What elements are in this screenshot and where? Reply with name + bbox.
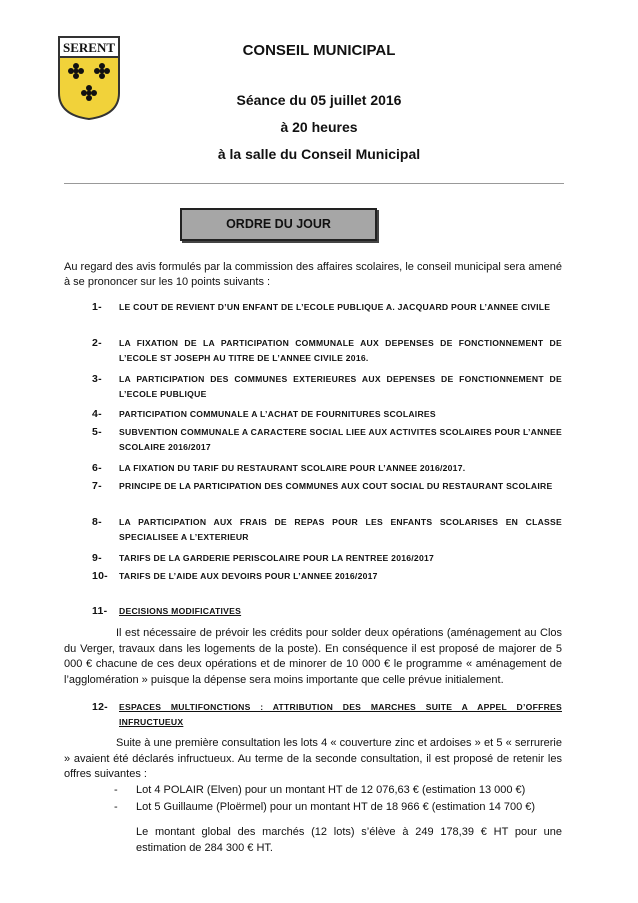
item-number: 9- bbox=[92, 552, 102, 564]
item-number: 1- bbox=[92, 301, 102, 313]
section-11-heading bbox=[92, 604, 562, 619]
agenda-item bbox=[92, 461, 562, 476]
item-text: LE COUT DE REVIENT D’UN ENFANT DE L’ECOLE PUBLIQUE A. JACQUARD POUR L’ANNEE CIVILE bbox=[119, 302, 551, 312]
section-number: 12- bbox=[92, 701, 108, 713]
agenda-item bbox=[92, 300, 562, 315]
item-number: 8- bbox=[92, 516, 102, 528]
item-number: 3- bbox=[92, 373, 102, 385]
item-number: 4- bbox=[92, 408, 102, 420]
item-number: 5- bbox=[92, 426, 102, 438]
agenda-item bbox=[92, 407, 562, 422]
item-number: 7- bbox=[92, 480, 102, 492]
section-12-heading bbox=[92, 700, 562, 729]
item-text: SUBVENTION COMMUNALE A CARACTERE SOCIAL LIEE AUX ACTIVITES SCOLAIRES POUR L’ANNEE SCOLAIRE 2016/2017 bbox=[119, 427, 562, 452]
total-amount-text: Le montant global des marchés (12 lots) s’élève à 249 178,39 € HT pour une estimation de 284 300 € HT. bbox=[136, 826, 562, 854]
bullet-text: Lot 4 POLAIR (Elven) pour un montant HT de 12 076,63 € (estimation 13 000 €) bbox=[136, 784, 526, 796]
section-title: ESPACES MULTIFONCTIONS : ATTRIBUTION DES MARCHES SUITE A APPEL D’OFFRES INFRUCTUEUX bbox=[119, 702, 562, 727]
section-11-text: Il est nécessaire de prévoir les crédits pour solder deux opérations (aménagement au Clos du Verger, travaux dans les logements de la poste). En conséquence il est proposé de majorer de 5 000 € chacune de ces deux opérations et de minorer de 10 000 € le programme « aménagement de l’agglomération » puisque la dépense sera moins importante que celle prévue initialement. bbox=[64, 627, 562, 686]
item-text: PARTICIPATION COMMUNALE A L’ACHAT DE FOURNITURES SCOLAIRES bbox=[119, 409, 436, 419]
session-date: Séance du 05 juillet 2016 bbox=[236, 92, 402, 108]
item-text: LA PARTICIPATION DES COMMUNES EXTERIEURES AUX DEPENSES DE FONCTIONNEMENT DE L’ECOLE PUBLIQUE bbox=[119, 374, 562, 399]
council-title: CONSEIL MUNICIPAL bbox=[242, 42, 396, 59]
item-text: LA PARTICIPATION AUX FRAIS DE REPAS POUR LES ENFANTS SCOLARISES EN CLASSE SPECIALISEE A L’EXTERIEUR bbox=[119, 517, 562, 542]
bullet-mark: - bbox=[114, 801, 118, 813]
intro-paragraph: Au regard des avis formulés par la commission des affaires scolaires, le conseil municipal sera amené à se prononcer sur les 10 points suivants : bbox=[64, 261, 562, 288]
section-12-text: Suite à une première consultation les lots 4 « couverture zinc et ardoises » et 5 « serrurerie » avaient été déclarés infructueux. Au terme de la seconde consultation, il est proposé de retenir les offres suivantes : bbox=[64, 737, 562, 780]
section-number: 11- bbox=[92, 605, 108, 617]
bullet-mark: - bbox=[114, 784, 118, 796]
item-text: LA FIXATION DE LA PARTICIPATION COMMUNALE AUX DEPENSES DE FONCTIONNEMENT DE L’ECOLE ST JOSEPH AU TITRE DE L’ANNEE CIVILE 2016. bbox=[119, 338, 562, 363]
header-divider bbox=[64, 183, 564, 184]
agenda-item bbox=[92, 479, 562, 494]
svg-text:SERENT: SERENT bbox=[62, 40, 116, 55]
bullet-text: Lot 5 Guillaume (Ploërmel) pour un montant HT de 18 966 € (estimation 14 700 €) bbox=[136, 801, 536, 813]
session-place: à la salle du Conseil Municipal bbox=[217, 146, 421, 162]
item-number: 6- bbox=[92, 462, 102, 474]
item-text: LA FIXATION DU TARIF DU RESTAURANT SCOLAIRE POUR L’ANNEE 2016/2017. bbox=[119, 463, 466, 473]
item-number: 2- bbox=[92, 337, 102, 349]
agenda-item bbox=[92, 569, 562, 584]
agenda-item bbox=[92, 425, 562, 454]
session-time: à 20 heures bbox=[280, 119, 358, 135]
agenda-item bbox=[92, 551, 562, 566]
item-number: 10- bbox=[92, 570, 108, 582]
agenda-item bbox=[92, 515, 562, 544]
section-title: DECISIONS MODIFICATIVES bbox=[119, 606, 242, 616]
item-text: TARIFS DE LA GARDERIE PERISCOLAIRE POUR LA RENTREE 2016/2017 bbox=[119, 553, 435, 563]
item-text: PRINCIPE DE LA PARTICIPATION DES COMMUNES AUX COUT SOCIAL DU RESTAURANT SCOLAIRE bbox=[119, 481, 553, 491]
item-text: TARIFS DE L’AIDE AUX DEVOIRS POUR L’ANNEE 2016/2017 bbox=[119, 571, 378, 581]
agenda-heading-box: ORDRE DU JOUR bbox=[180, 208, 377, 241]
agenda-item bbox=[92, 372, 562, 401]
agenda-item bbox=[92, 336, 562, 365]
